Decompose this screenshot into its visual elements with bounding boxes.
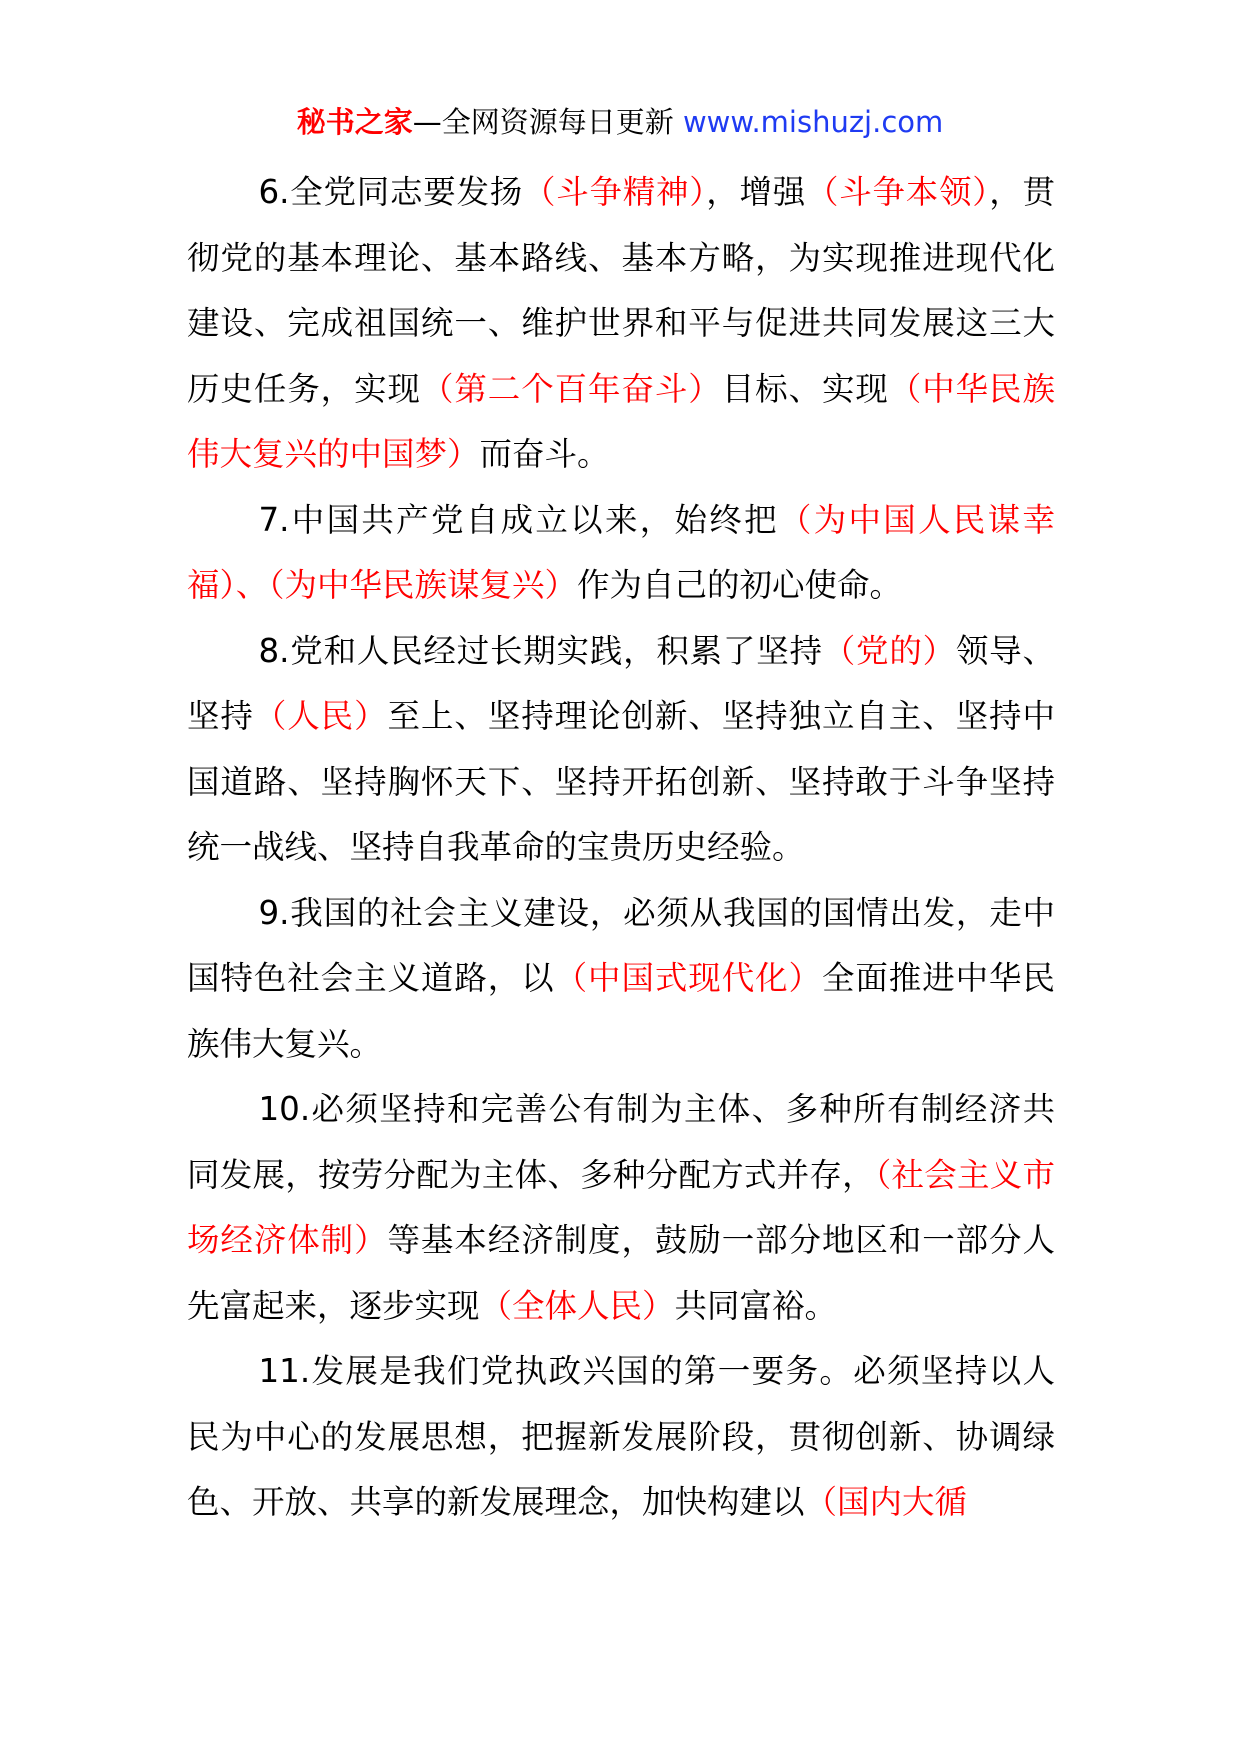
answer-segment: （第二个百年奋斗） <box>420 369 722 408</box>
answer-segment: （社会主义市场经济体制） <box>187 1155 1055 1259</box>
text-segment: ，贯彻党的基本理论、基本路线、基本方略，为实现推进现代化建设、完成祖国统一、维护世界和平与促进共同发展这三大历史任务，实现 <box>187 173 1055 408</box>
text-segment: 共同富裕。 <box>674 1286 838 1325</box>
site-header <box>0 102 1240 142</box>
text-segment: 7.中国共产党自成立以来，始终把 <box>258 500 779 539</box>
question-paragraph-9 <box>187 881 1055 1078</box>
answer-segment: （中国式现代化） <box>554 959 822 997</box>
answer-segment: （党的） <box>822 631 956 670</box>
text-segment: 8.党和人民经过长期实践，积累了坚持 <box>258 631 823 670</box>
text-segment: 至上、坚持理论创新、坚持独立自主、坚持中国道路、坚持胸怀天下、坚持开拓创新、坚持敢于斗争坚持统一战线、坚持自我革命的宝贵历史经验。 <box>187 697 1055 866</box>
text-segment: 而奋斗。 <box>479 435 610 473</box>
site-url-link[interactable]: www.mishuzj.com <box>682 105 944 139</box>
text-segment: 领导、坚持 <box>187 631 1055 735</box>
text-segment: 11.发展是我们党执政兴国的第一要务。必须坚持以人民为中心的发展思想，把握新发展阶段，贯彻创新、协调绿色、开放、共享的新发展理念，加快构建以 <box>187 1352 1055 1521</box>
answer-segment: （斗争本领） <box>805 173 990 211</box>
text-segment: 9.我国的社会主义建设，必须从我国的国情出发，走中国特色社会主义道路，以 <box>187 893 1055 997</box>
site-tagline: —全网资源每日更新 <box>412 105 683 139</box>
question-paragraph-6 <box>187 160 1055 488</box>
question-paragraph-8 <box>187 619 1055 881</box>
question-paragraph-11 <box>187 1339 1055 1536</box>
text-segment: 等基本经济制度，鼓励一部分地区和一部分人先富起来，逐步实现 <box>187 1221 1055 1325</box>
answer-segment: （人民） <box>253 697 388 735</box>
answer-segment: （中华民族伟大复兴的中国梦） <box>187 369 1055 473</box>
answer-segment: （国内大循 <box>804 1483 968 1521</box>
document-body <box>187 160 1055 1536</box>
text-segment: 10.必须坚持和完善公有制为主体、多种所有制经济共同发展，按劳分配为主体、多种分配方式并存， <box>187 1090 1055 1194</box>
question-paragraph-7 <box>187 488 1055 619</box>
text-segment: ，增强 <box>706 173 806 211</box>
answer-segment: （全体人民） <box>479 1286 675 1325</box>
text-segment: 全面推进中华民族伟大复兴。 <box>187 959 1055 1063</box>
text-segment: 目标、实现 <box>721 369 889 408</box>
answer-segment: （为中国人民谋幸福）、（为中华民族谋复兴） <box>187 500 1055 604</box>
question-paragraph-10 <box>187 1077 1055 1339</box>
text-segment: 作为自己的初心使命。 <box>577 566 903 604</box>
answer-segment: （斗争精神） <box>522 173 707 211</box>
text-segment: 6.全党同志要发扬 <box>258 173 523 211</box>
site-brand: 秘书之家 <box>296 105 413 139</box>
